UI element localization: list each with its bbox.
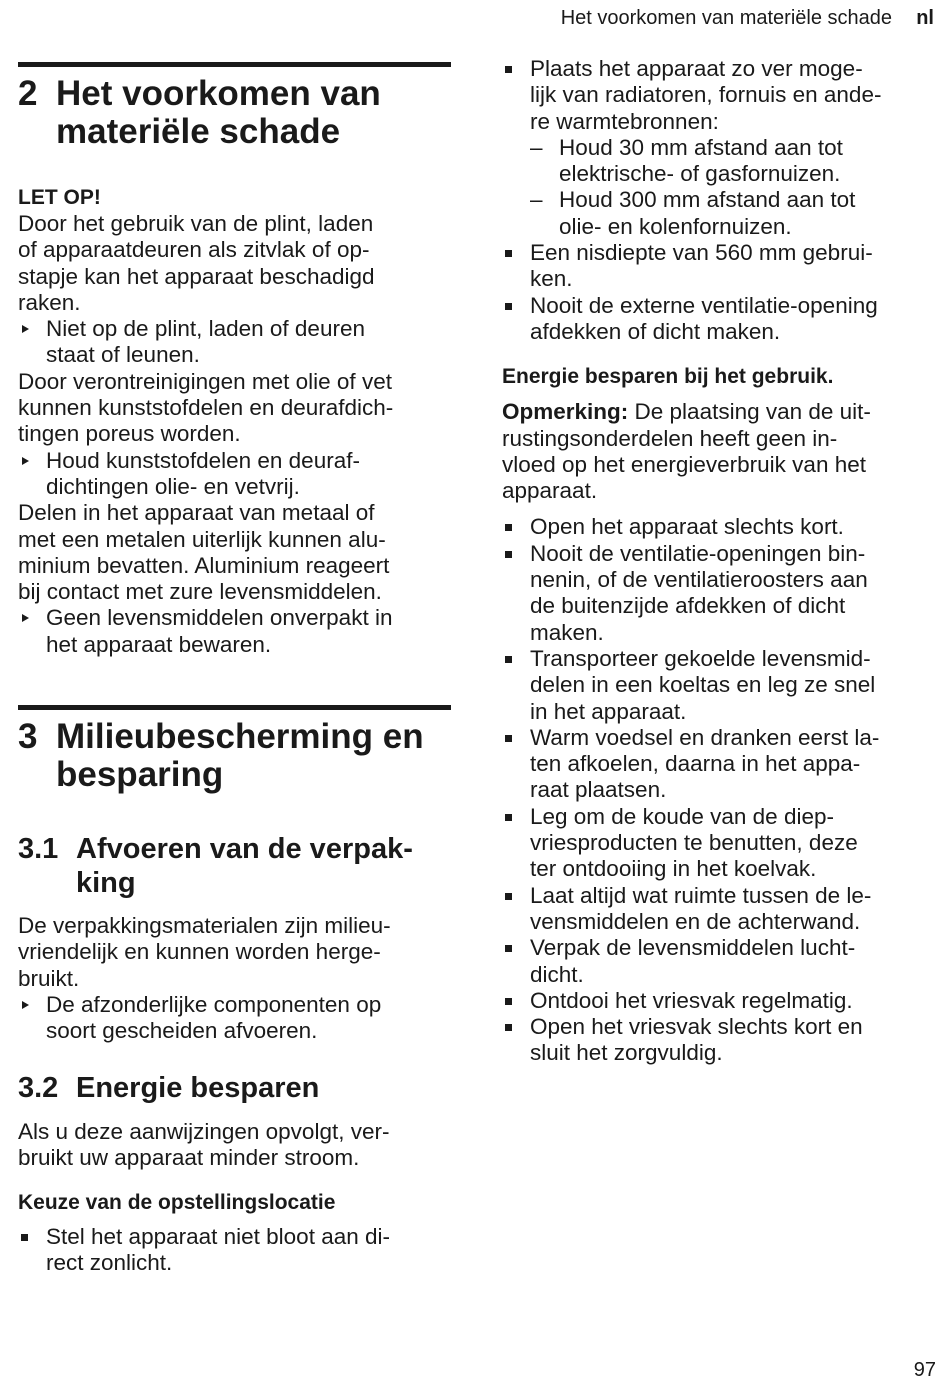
- square-bullet-icon: [502, 56, 530, 135]
- section-title: [56, 75, 381, 151]
- subsection-number: 3.2: [18, 1071, 59, 1104]
- triangle-bullet-icon: [18, 448, 46, 501]
- square-bullet-icon: [18, 1224, 46, 1277]
- language-code: nl: [916, 7, 934, 29]
- title-line: besparing: [56, 755, 224, 795]
- square-bullet-icon: [502, 725, 530, 804]
- bullet-item: Nooit de ventilatie-openingen bin- nenin, of de ventilatieroosters aan de buitenzijde afdekken of dicht maken.: [502, 541, 937, 646]
- paragraph: De verpakkingsmaterialen zijn milieu- vriendelijk en kunnen worden herge- bruikt.: [18, 913, 391, 991]
- square-bullet-icon: [502, 646, 530, 725]
- paragraph: Door verontreinigingen met olie of vet kunnen kunststofdelen en deurafdich- tingen poreus worden.: [18, 368, 394, 447]
- square-bullet-icon: [502, 935, 530, 988]
- paragraph: Door het gebruik van de plint, laden of apparaatdeuren als zitvlak of op- stapje kan het apparaat beschadigd raken.: [18, 211, 375, 315]
- instruction-item: Geen levensmiddelen onverpakt in het apparaat bewaren.: [18, 605, 451, 658]
- instruction-item: Houd kunststofdelen en deuraf- dichtingen olie- en vetvrij.: [18, 448, 451, 501]
- warning-label: LET OP!: [18, 186, 101, 209]
- note-paragraph: Opmerking: De plaatsing van de uit- rustingsonderdelen heeft geen in- vloed op het energieverbruik van het apparaat.: [502, 399, 871, 504]
- bullet-item: Transporteer gekoelde levensmid- delen in een koeltas en leg ze snel in het apparaat.: [502, 646, 937, 725]
- dash-bullet-icon: –: [530, 134, 543, 160]
- bullet-item: Open het vriesvak slechts kort en sluit het zorgvuldig.: [502, 1014, 937, 1067]
- section-number: 3: [18, 717, 38, 757]
- section-2-heading: [18, 75, 451, 151]
- bullet-item: Laat altijd wat ruimte tussen de le- vensmiddelen en de achterwand.: [502, 883, 937, 936]
- subsection-title: Energie besparen: [76, 1071, 320, 1104]
- bullet-item: Een nisdiepte van 560 mm gebrui- ken.: [502, 240, 937, 293]
- section-rule: [18, 62, 451, 67]
- bullet-item: Leg om de koude van de diep- vriesproducten te benutten, deze ter ontdooiing in het koelvak.: [502, 804, 937, 883]
- title-line: Het voorkomen van: [56, 74, 381, 113]
- energy-tips-list: [502, 514, 937, 1066]
- square-bullet-icon: [502, 541, 530, 646]
- bullet-item: Warm voedsel en dranken eerst la- ten afkoelen, daarna in het appa- raat plaatsen.: [502, 725, 937, 804]
- bullet-item: Plaats het apparaat zo ver moge- lijk van radiatoren, fornuis en ande- re warmtebronnen:: [502, 56, 937, 135]
- section-3-heading: [18, 718, 451, 794]
- square-bullet-icon: [502, 988, 530, 1014]
- bullet-item: Stel het apparaat niet bloot aan di- rect zonlicht.: [18, 1224, 451, 1277]
- note-label: Opmerking:: [502, 399, 629, 425]
- dash-item: – Houd 300 mm afstand aan tot olie- en kolenfornuizen.: [530, 187, 856, 239]
- triangle-bullet-icon: [18, 992, 46, 1045]
- subsection-3-2-heading: [18, 1071, 451, 1105]
- left-column: [18, 62, 451, 1277]
- energy-use-heading: Energie besparen bij het gebruik.: [502, 365, 834, 389]
- square-bullet-icon: [502, 240, 530, 293]
- square-bullet-icon: [502, 514, 530, 540]
- square-bullet-icon: [502, 804, 530, 883]
- dash-item: – Houd 30 mm afstand aan tot elektrische- of gasfornuizen.: [530, 134, 843, 187]
- title-line: Milieubescherming en: [56, 717, 424, 757]
- right-column: [502, 56, 937, 1067]
- title-line: materiële schade: [56, 112, 341, 151]
- bullet-item: Open het apparaat slechts kort.: [502, 514, 937, 540]
- triangle-bullet-icon: [18, 605, 46, 658]
- running-header-title: Het voorkomen van materiële schade: [560, 7, 892, 29]
- triangle-bullet-icon: [18, 316, 46, 369]
- square-bullet-icon: [502, 883, 530, 936]
- bullet-item: Nooit de externe ventilatie-opening afdekken of dicht maken.: [502, 293, 937, 346]
- section-title: [56, 718, 424, 794]
- subsection-title: Afvoeren van de verpak- king: [76, 833, 413, 900]
- instruction-item: De afzonderlijke componenten op soort gescheiden afvoeren.: [18, 992, 451, 1045]
- location-heading: Keuze van de opstellingslocatie: [18, 1191, 336, 1215]
- bullet-item: Ontdooi het vriesvak regelmatig.: [502, 988, 937, 1014]
- page-number: 97: [913, 1359, 936, 1381]
- section-number: 2: [18, 74, 38, 113]
- paragraph: Delen in het apparaat van metaal of met een metalen uiterlijk kunnen alu- minium bevatten. Aluminium reageert bij contact met zure levensmiddelen.: [18, 500, 390, 605]
- subsection-3-1-heading: [18, 832, 451, 900]
- bullet-item: Verpak de levensmiddelen lucht- dicht.: [502, 935, 937, 988]
- subsection-number: 3.1: [18, 833, 59, 866]
- dash-bullet-icon: –: [530, 187, 543, 213]
- section-rule: [18, 705, 451, 710]
- square-bullet-icon: [502, 293, 530, 346]
- paragraph: Als u deze aanwijzingen opvolgt, ver- bruikt uw apparaat minder stroom.: [18, 1118, 390, 1170]
- instruction-item: Niet op de plint, laden of deuren staat of leunen.: [18, 316, 451, 369]
- square-bullet-icon: [502, 1014, 530, 1067]
